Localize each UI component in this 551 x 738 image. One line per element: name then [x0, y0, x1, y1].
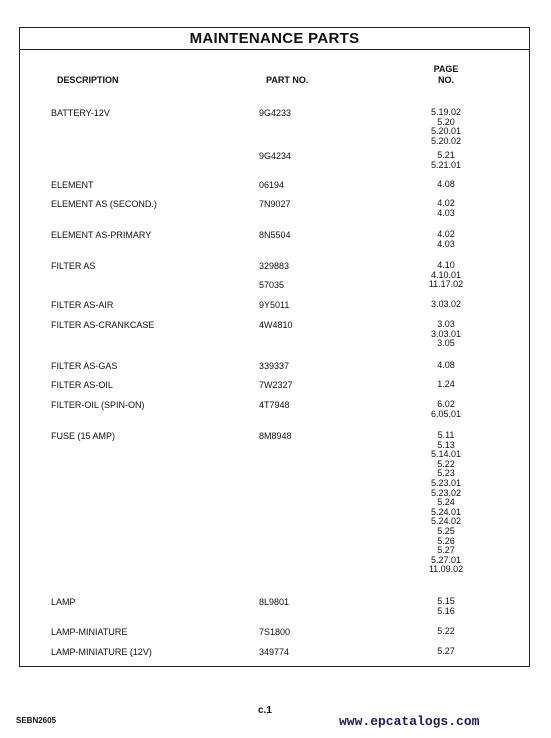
- row-description: FILTER AS-CRANKCASE: [51, 320, 155, 330]
- row-part-no-alt: 9G4234: [259, 151, 292, 161]
- row-description: FILTER AS-GAS: [51, 361, 118, 371]
- row-part-no: 329883: [259, 261, 290, 271]
- row-part-no: 8L9801: [259, 597, 290, 607]
- row-description: FILTER AS-AIR: [51, 300, 114, 310]
- row-part-no: 06194: [259, 180, 285, 190]
- page-number: c.1: [258, 705, 272, 716]
- row-part-no: 7W2327: [259, 380, 293, 390]
- watermark-url[interactable]: www.epcatalogs.com: [339, 714, 480, 729]
- row-part-no: 4W4810: [259, 320, 293, 330]
- page-header-line1: PAGE: [433, 64, 459, 74]
- row-pages: 5.19.02 5.20 5.20.01 5.20.02: [430, 107, 462, 146]
- page-header-line2: NO.: [437, 75, 454, 85]
- row-part-no: 349774: [259, 647, 290, 657]
- row-pages: 5.11 5.13 5.14.01 5.22 5.23 5.23.01 5.23.02 5.24 5.24.01 5.24.02 5.25 5.26 5.27 5.27.01 11.09.02: [428, 430, 464, 575]
- row-pages: 3.03.02: [430, 299, 462, 309]
- row-description: FILTER AS-OIL: [51, 380, 113, 390]
- row-description: LAMP-MINIATURE (12V): [51, 647, 152, 657]
- row-description: FUSE (15 AMP): [51, 431, 116, 441]
- document-id: SEBN2605: [16, 716, 57, 725]
- row-pages-alt: 5.21 5.21.01: [430, 150, 462, 170]
- row-part-no: 9G4233: [259, 108, 292, 118]
- row-pages: 4.02 4.03: [437, 198, 455, 218]
- row-pages: 4.08: [437, 360, 455, 370]
- row-description: LAMP-MINIATURE: [51, 627, 128, 637]
- row-pages: 3.03 3.03.01 3.05: [430, 319, 462, 349]
- row-pages: 6.02 6.05.01: [430, 399, 462, 419]
- row-part-no: 7N9027: [259, 199, 291, 209]
- part-no-column-header: PART NO.: [266, 75, 309, 85]
- row-pages: 5.15 5.16: [437, 596, 455, 616]
- page-title: MAINTENANCE PARTS: [20, 28, 529, 50]
- row-pages: 1.24: [437, 379, 455, 389]
- row-part-no: 339337: [259, 361, 290, 371]
- row-description: ELEMENT AS-PRIMARY: [51, 230, 152, 240]
- row-description: FILTER AS: [51, 261, 96, 271]
- row-description: LAMP: [51, 597, 76, 607]
- row-description: FILTER-OIL (SPIN-ON): [51, 400, 145, 410]
- description-column-header: DESCRIPTION: [57, 75, 119, 85]
- row-description: ELEMENT AS (SECOND.): [51, 199, 157, 209]
- row-part-no: 8M8948: [259, 431, 292, 441]
- row-pages: 4.10 4.10.01 11.17.02: [428, 260, 464, 290]
- row-pages: 5.22: [437, 626, 455, 636]
- row-part-no: 9Y5011: [259, 300, 290, 310]
- row-part-no: 4T7948: [259, 400, 290, 410]
- row-description: ELEMENT: [51, 180, 94, 190]
- parts-table-frame: [19, 27, 530, 667]
- page-no-column-header: [416, 64, 476, 86]
- row-pages: 5.27: [437, 646, 455, 656]
- row-description: BATTERY-12V: [51, 108, 110, 118]
- row-pages: 4.02 4.03: [437, 229, 455, 249]
- row-pages: 4.08: [437, 179, 455, 189]
- row-part-no: 7S1800: [259, 627, 291, 637]
- row-part-no-alt: 57035: [259, 280, 285, 290]
- row-part-no: 8N5504: [259, 230, 291, 240]
